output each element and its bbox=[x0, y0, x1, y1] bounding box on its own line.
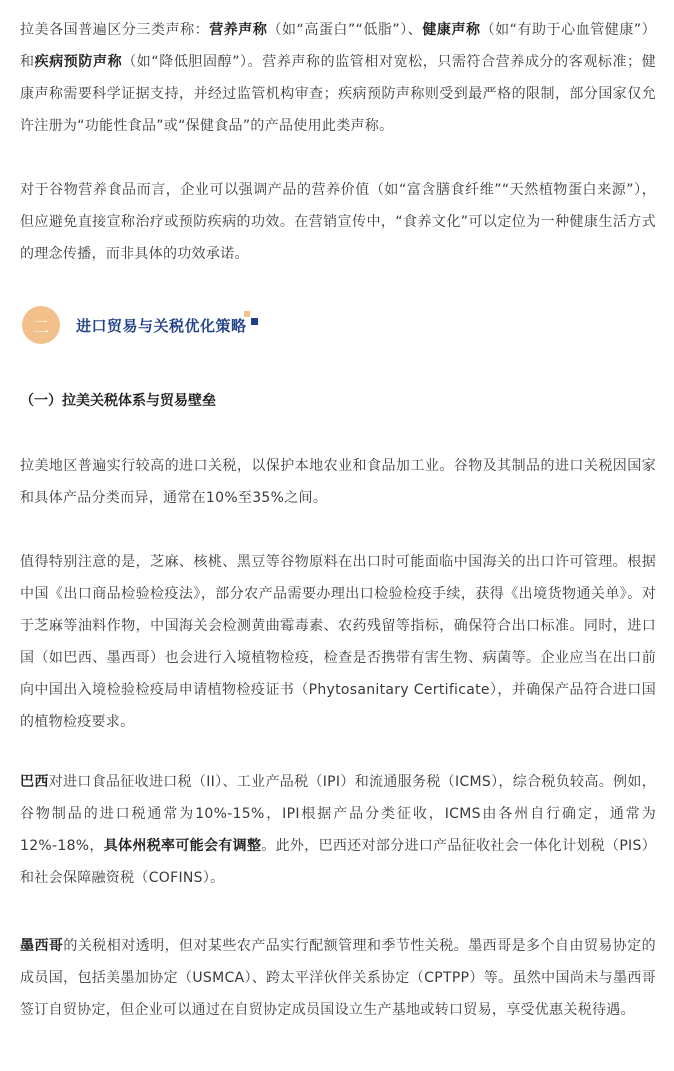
bold-term: 具体州税率可能会有调整 bbox=[103, 838, 262, 854]
bold-term: 健康声称 bbox=[422, 22, 481, 38]
bold-term: 营养声称 bbox=[209, 22, 268, 38]
text-span: 对进口食品征收进口税（II）、工业产品税（IPI）和流通服务税（ICMS），综合税负较高。例如，谷物制品的进口税通常为10%-15%，IPI根据产品分类征收，ICMS由各州自行确定，通常为12%-18%， bbox=[20, 774, 656, 854]
bold-term: 疾病预防声称 bbox=[34, 54, 123, 70]
paragraph-claims-types bbox=[20, 14, 656, 142]
bold-term: 墨西哥 bbox=[20, 938, 64, 954]
paragraph-tariff-overview: 拉美地区普遍实行较高的进口关税，以保护本地农业和食品加工业。谷物及其制品的进口关税因国家和具体产品分类而异，通常在10%至35%之间。 bbox=[20, 458, 656, 506]
text-span: （如“降低胆固醇”）。营养声称的监管相对宽松，只需符合营养成分的客观标准；健康声称需要科学证据支持，并经过监管机构审查；疾病预防声称则受到最严格的限制，部分国家仅允许注册为“功能性食品”或“保健食品”的产品使用此类声称。 bbox=[20, 54, 656, 134]
decorative-square-icon bbox=[251, 318, 258, 325]
paragraph-export-inspection: 值得特别注意的是，芝麻、核桃、黑豆等谷物原料在出口时可能面临中国海关的出口许可管理。根据中国《出口商品检验检疫法》，部分农产品需要办理出口检验检疫手续，获得《出境货物通关单》。对于芝麻等油料作物，中国海关会检测黄曲霉毒素、农药残留等指标，确保符合出口标准。同时，进口国（如巴西、墨西哥）也会进行入境植物检疫，检查是否携带有害生物、病菌等。企业应当在出口前向中国出入境检验检疫局申请植物检疫证书（Phytosanitary Certificate），并确保产品符合进口国的植物检疫要求。 bbox=[20, 554, 656, 730]
text-span: 的关税相对透明，但对某些农产品实行配额管理和季节性关税。墨西哥是多个自由贸易协定的成员国，包括美墨加协定（USMCA）、跨太平洋伙伴关系协定（CPTPP）等。虽然中国尚未与墨西哥签订自贸协定，但企业可以通过在自贸协定成员国设立生产基地或转口贸易，享受优惠关税待遇。 bbox=[20, 938, 656, 1018]
text-span: （如“高蛋白”“低脂”）、 bbox=[267, 22, 423, 38]
text-span: 。此外，巴西还对部分进口产品征收社会一体化计划税（PIS）和社会保障融资税（COFINS）。 bbox=[20, 838, 656, 886]
text-span: 拉美各国普遍区分三类声称： bbox=[20, 22, 210, 38]
paragraph-brazil-tax bbox=[20, 766, 656, 894]
section-heading bbox=[22, 306, 322, 350]
text-span: （如“有助于心血管健康”）和 bbox=[20, 22, 657, 70]
section-title: 进口贸易与关税优化策略 bbox=[76, 317, 247, 335]
section-number-badge: 二 bbox=[22, 306, 60, 344]
decorative-square-icon bbox=[244, 311, 250, 317]
subsection-title: （一）拉美关税体系与贸易壁垒 bbox=[20, 393, 216, 409]
bold-term: 巴西 bbox=[20, 774, 49, 790]
paragraph-mexico-tariff bbox=[20, 930, 656, 1026]
paragraph-grain-marketing: 对于谷物营养食品而言，企业可以强调产品的营养价值（如“富含膳食纤维”“天然植物蛋白来源”），但应避免直接宣称治疗或预防疾病的功效。在营销宣传中，“食养文化”可以定位为一种健康生活方式的理念传播，而非具体的功效承诺。 bbox=[20, 182, 656, 262]
